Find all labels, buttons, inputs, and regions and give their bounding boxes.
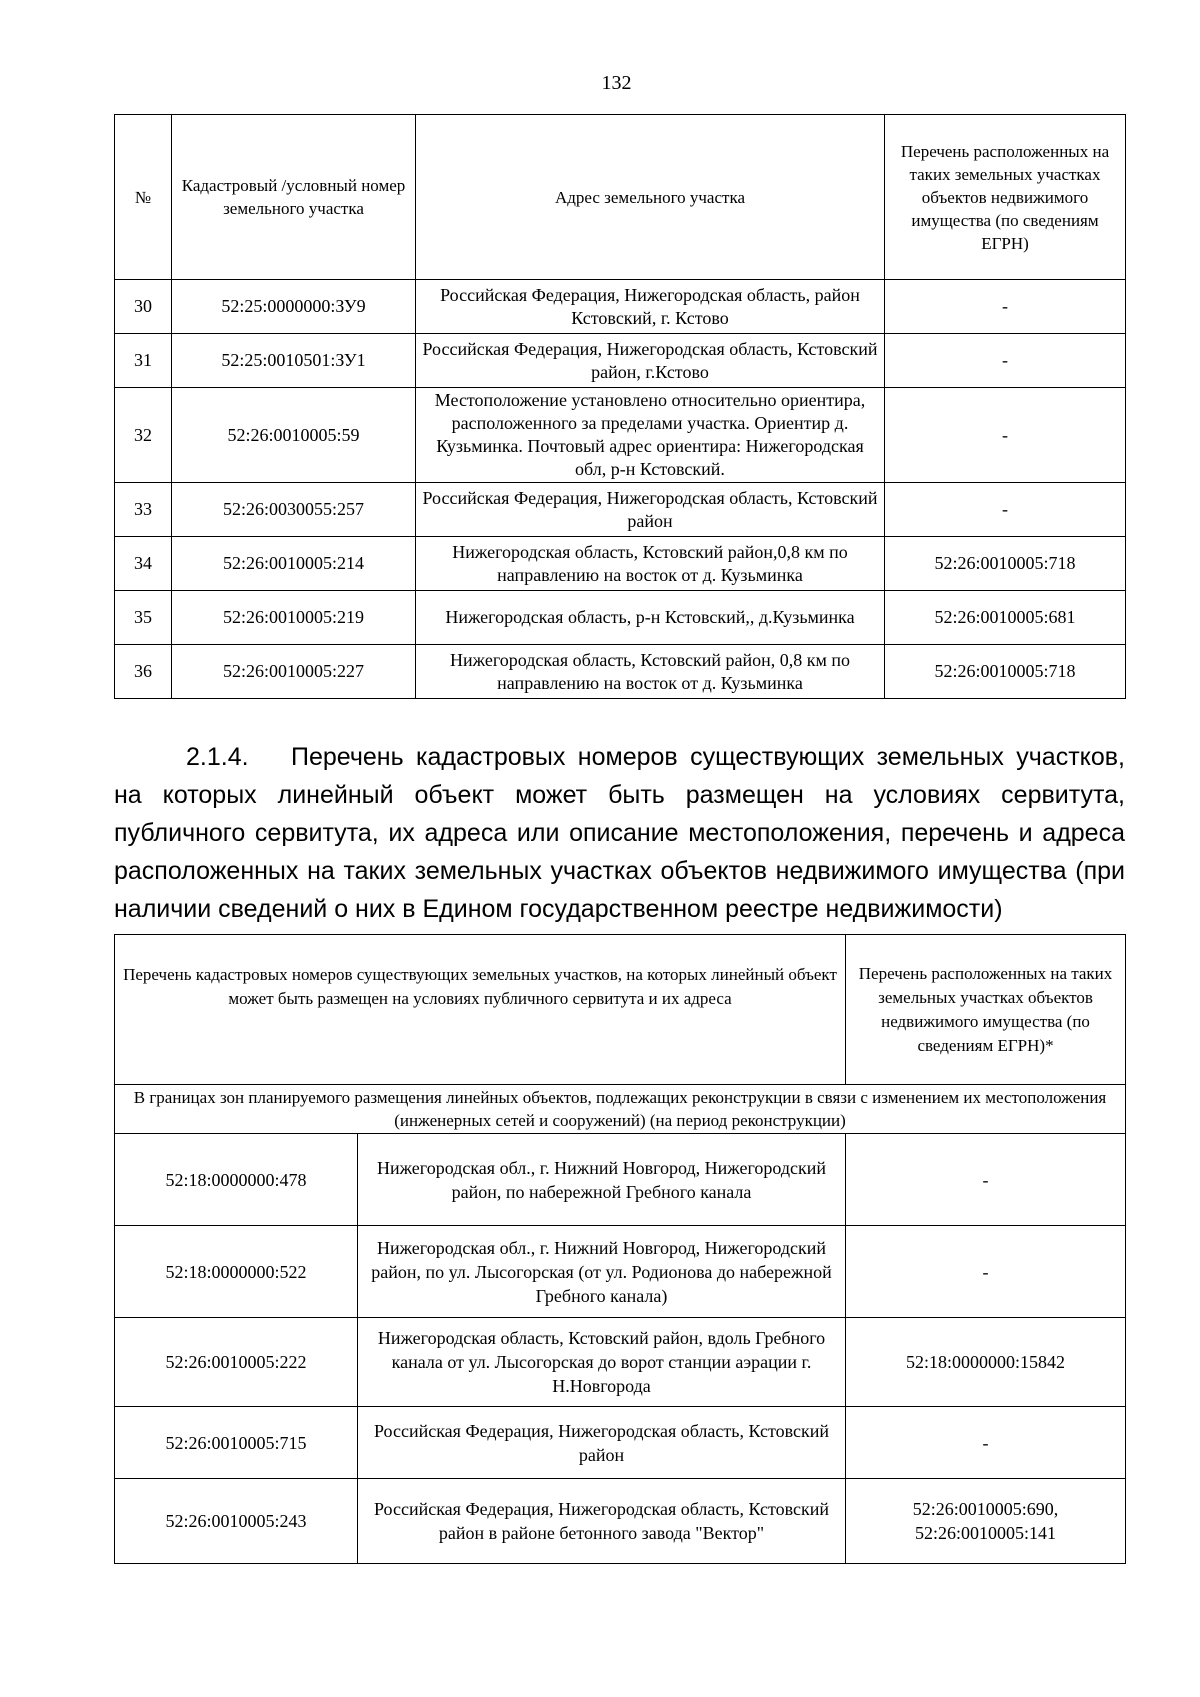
real-estate-objects: 52:26:0010005:690, 52:26:0010005:141 xyxy=(846,1479,1126,1564)
page-number: 132 xyxy=(601,72,632,94)
section-text: Перечень кадастровых номеров существующих земельных участков, на которых линейный объект может быть размещен на условиях сервитута, публичного сервитута, их адреса или описание местоположения, перечень и адреса расположенных на таких земельных участках объектов недвижимого имущества (при наличии сведений о них в Едином государственном реестре недвижимости) xyxy=(114,743,1125,923)
table-row xyxy=(115,1134,1126,1226)
real-estate-objects: 52:26:0010005:718 xyxy=(885,537,1126,591)
header-address: Адрес земельного участка xyxy=(416,115,885,280)
row-number: 30 xyxy=(115,280,172,334)
parcel-address: Нижегородская обл., г. Нижний Новгород, Нижегородский район, по набережной Гребного канала xyxy=(358,1134,846,1226)
real-estate-objects: - xyxy=(885,483,1126,537)
table-row xyxy=(115,1479,1126,1564)
cadastral-number: 52:26:0010005:715 xyxy=(115,1407,358,1479)
table-row xyxy=(115,537,1126,591)
servitude-table xyxy=(114,934,1126,1564)
header-objects: Перечень расположенных на таких земельных участках объектов недвижимого имущества (по сведениям ЕГРН) xyxy=(885,115,1126,280)
parcel-address: Нижегородская область, р-н Кстовский,, д.Кузьминка xyxy=(416,591,885,645)
section-heading xyxy=(114,738,1125,928)
parcel-address: Нижегородская обл., г. Нижний Новгород, Нижегородский район, по ул. Лысогорская (от ул. Родионова до набережной Гребного канала) xyxy=(358,1226,846,1318)
table-row xyxy=(115,483,1126,537)
table-row xyxy=(115,388,1126,483)
section-number: 2.1.4. xyxy=(186,743,249,771)
parcel-address: Нижегородская область, Кстовский район, вдоль Гребного канала от ул. Лысогорская до ворот станции аэрации г. Н.Новгорода xyxy=(358,1318,846,1407)
header-objects: Перечень расположенных на таких земельных участках объектов недвижимого имущества (по сведениям ЕГРН)* xyxy=(846,935,1126,1085)
cadastral-number: 52:26:0010005:243 xyxy=(115,1479,358,1564)
table-row xyxy=(115,1226,1126,1318)
group-title: В границах зон планируемого размещения линейных объектов, подлежащих реконструкции в связи с изменением их местоположения (инженерных сетей и сооружений) (на период реконструкции) xyxy=(115,1085,1126,1134)
table-row xyxy=(115,334,1126,388)
table-row xyxy=(115,1318,1126,1407)
cadastral-table-1 xyxy=(114,114,1126,699)
real-estate-objects: - xyxy=(846,1226,1126,1318)
parcel-address: Российская Федерация, Нижегородская область, Кстовский район xyxy=(358,1407,846,1479)
parcel-address: Российская Федерация, Нижегородская область, Кстовский район, г.Кстово xyxy=(416,334,885,388)
real-estate-objects: - xyxy=(885,388,1126,483)
real-estate-objects: 52:26:0010005:681 xyxy=(885,591,1126,645)
header-number: № xyxy=(115,115,172,280)
cadastral-number: 52:26:0010005:219 xyxy=(172,591,416,645)
row-number: 34 xyxy=(115,537,172,591)
table-row xyxy=(115,591,1126,645)
table-row xyxy=(115,645,1126,699)
header-parcels: Перечень кадастровых номеров существующих земельных участков, на которых линейный объект может быть размещен на условиях публичного сервитута и их адреса xyxy=(115,935,846,1085)
cadastral-number: 52:26:0010005:59 xyxy=(172,388,416,483)
row-number: 33 xyxy=(115,483,172,537)
table-row xyxy=(115,280,1126,334)
header-cadastral-number: Кадастровый /условный номер земельного участка xyxy=(172,115,416,280)
cadastral-number: 52:26:0010005:227 xyxy=(172,645,416,699)
parcel-address: Местоположение установлено относительно ориентира, расположенного за пределами участка. Ориентир д. Кузьминка. Почтовый адрес ориентира: Нижегородская обл, р-н Кстовский. xyxy=(416,388,885,483)
cadastral-number: 52:25:0010501:ЗУ1 xyxy=(172,334,416,388)
parcel-address: Нижегородская область, Кстовский район, 0,8 км по направлению на восток от д. Кузьминка xyxy=(416,645,885,699)
cadastral-number: 52:26:0010005:214 xyxy=(172,537,416,591)
real-estate-objects: - xyxy=(885,334,1126,388)
row-number: 36 xyxy=(115,645,172,699)
real-estate-objects: 52:26:0010005:718 xyxy=(885,645,1126,699)
cadastral-number: 52:26:0010005:222 xyxy=(115,1318,358,1407)
real-estate-objects: - xyxy=(885,280,1126,334)
group-title-row xyxy=(115,1085,1126,1134)
parcel-address: Российская Федерация, Нижегородская область, район Кстовский, г. Кстово xyxy=(416,280,885,334)
real-estate-objects: 52:18:0000000:15842 xyxy=(846,1318,1126,1407)
parcel-address: Нижегородская область, Кстовский район,0,8 км по направлению на восток от д. Кузьминка xyxy=(416,537,885,591)
cadastral-number: 52:25:0000000:ЗУ9 xyxy=(172,280,416,334)
row-number: 32 xyxy=(115,388,172,483)
row-number: 31 xyxy=(115,334,172,388)
cadastral-number: 52:26:0030055:257 xyxy=(172,483,416,537)
row-number: 35 xyxy=(115,591,172,645)
parcel-address: Российская Федерация, Нижегородская область, Кстовский район xyxy=(416,483,885,537)
cadastral-number: 52:18:0000000:478 xyxy=(115,1134,358,1226)
real-estate-objects: - xyxy=(846,1134,1126,1226)
table-row xyxy=(115,1407,1126,1479)
real-estate-objects: - xyxy=(846,1407,1126,1479)
cadastral-number: 52:18:0000000:522 xyxy=(115,1226,358,1318)
parcel-address: Российская Федерация, Нижегородская область, Кстовский район в районе бетонного завода "Вектор" xyxy=(358,1479,846,1564)
